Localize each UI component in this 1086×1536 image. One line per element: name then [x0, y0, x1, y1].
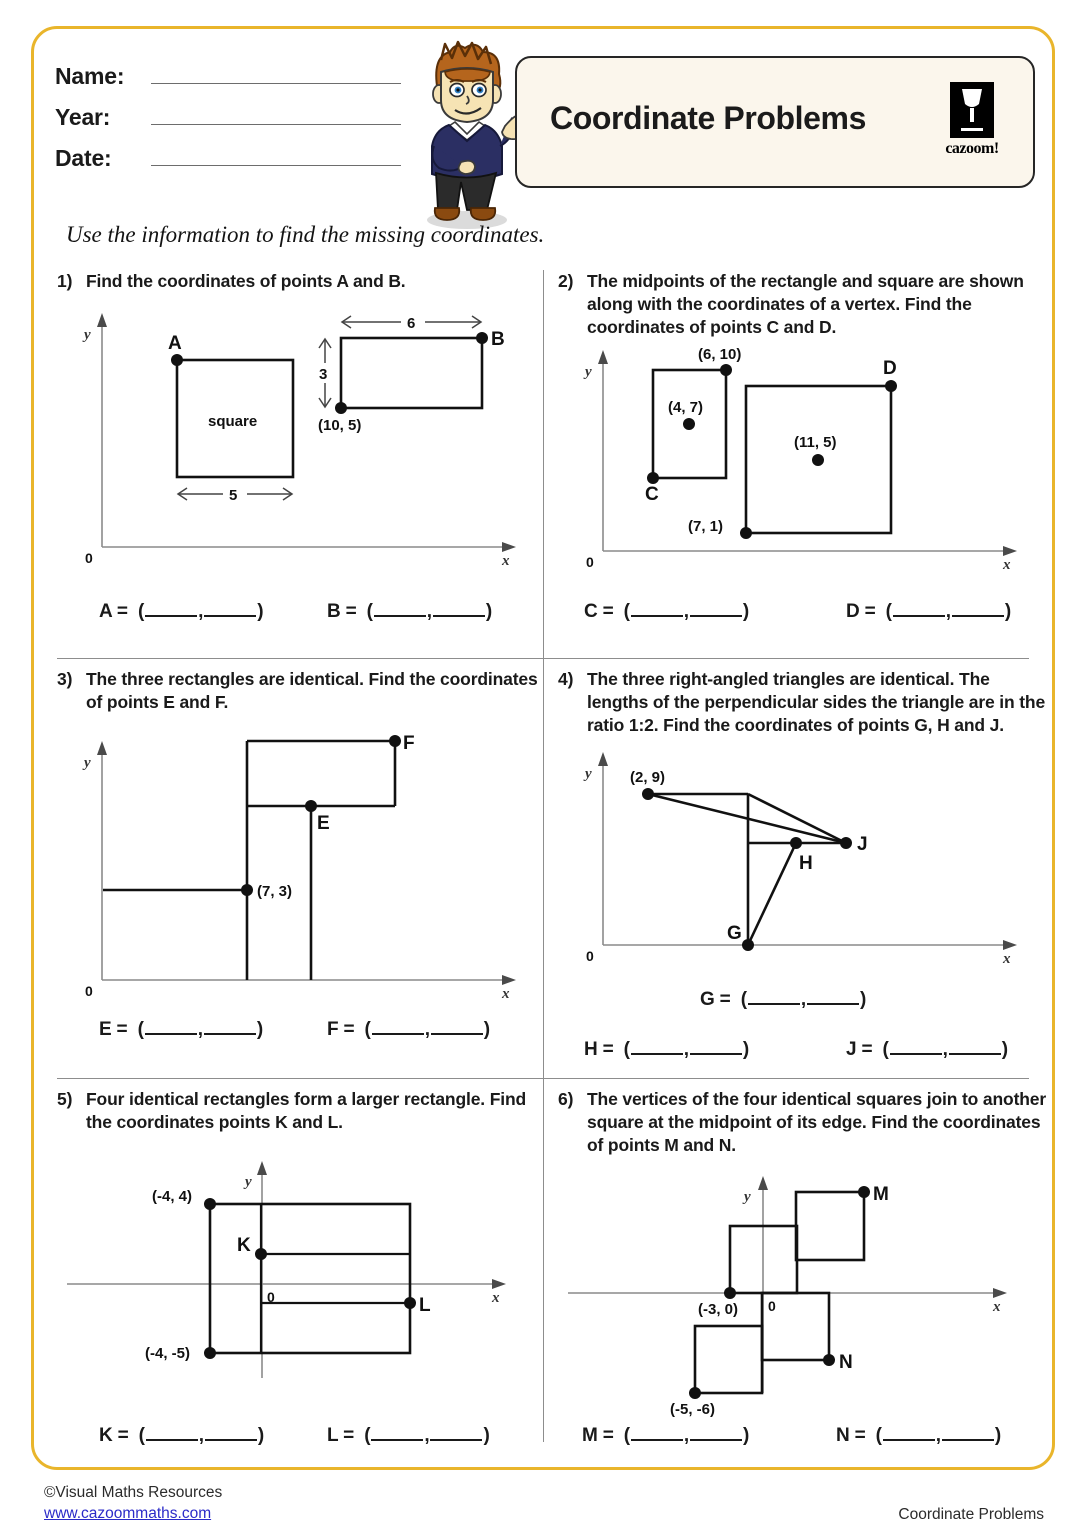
answer-f: F = ( , ) — [327, 1019, 490, 1040]
q1-point-b-dot — [476, 332, 488, 344]
question-5-heading — [57, 1088, 546, 1134]
footer-worksheet-name: Coordinate Problems — [898, 1506, 1044, 1523]
answer-m-x-blank[interactable] — [631, 1424, 683, 1441]
q1-point-a-dot — [171, 354, 183, 366]
question-1-diagram — [57, 297, 546, 570]
q3-point-f-label: F — [403, 733, 415, 755]
q4-point-j-label: J — [857, 834, 868, 856]
q1-vertex-dot — [335, 402, 347, 414]
question-1 — [57, 270, 546, 622]
answer-a-y-blank[interactable] — [204, 600, 256, 617]
q5-point-k-label: K — [237, 1235, 251, 1257]
q3-y-axis-label: y — [84, 755, 91, 772]
q4-point-j-dot — [840, 837, 852, 849]
q6-origin-label: 0 — [768, 1298, 776, 1315]
q6-y-axis-label: y — [744, 1189, 751, 1206]
q6-bottom-point-label: (-5, -6) — [670, 1401, 715, 1419]
q5-bottom-left-dot — [204, 1347, 216, 1359]
q2-square-midpoint-label: (11, 5) — [794, 434, 837, 452]
answer-b-x-blank[interactable] — [374, 600, 426, 617]
q6-left-point-dot — [724, 1287, 736, 1299]
question-6 — [558, 1088, 1047, 1446]
cazoom-logo-mark-icon — [950, 82, 994, 138]
answer-a: A = ( , ) — [99, 601, 264, 622]
answer-h-y-blank[interactable] — [690, 1038, 742, 1055]
date-label: Date: — [55, 145, 112, 171]
answer-h-label: H = — [584, 1039, 614, 1060]
question-3-text: The three rectangles are identical. Find the coordinates of points E and F. — [86, 669, 538, 713]
question-4-diagram — [558, 747, 1047, 968]
q4-point-g-label: G — [727, 923, 742, 945]
q6-point-m-dot — [858, 1186, 870, 1198]
q2-point-c-dot — [647, 472, 659, 484]
question-6-text: The vertices of the four identical squares join to another square at the midpoint of its edge. Find the coordinates of points M and N. — [587, 1089, 1047, 1156]
q4-origin-label: 0 — [586, 948, 594, 965]
q4-point-h-dot — [790, 837, 802, 849]
question-4-heading — [558, 668, 1047, 737]
q3-origin-label: 0 — [85, 983, 93, 1000]
answer-g: G = ( , ) — [700, 989, 867, 1010]
goblet-icon — [957, 87, 987, 133]
answer-h: H = ( , ) — [584, 1039, 750, 1060]
question-1-heading — [57, 270, 546, 293]
question-3-number: 3) — [57, 669, 73, 689]
q2-point-d-label: D — [883, 358, 897, 380]
date-input-line[interactable] — [151, 140, 401, 166]
q6-left-point-label: (-3, 0) — [698, 1301, 739, 1319]
question-4-text: The three right-angled triangles are identical. The lengths of the perpendicular sides the triangle are in the ratio 1:2. Find the coordinates of points G, H and J. — [587, 669, 1046, 736]
answer-j: J = ( , ) — [846, 1039, 1008, 1060]
answer-c-label: C = — [584, 601, 614, 622]
q1-point-a-label: A — [168, 333, 182, 355]
q1-square-label: square — [208, 413, 258, 431]
q4-y-axis-label: y — [585, 766, 592, 783]
q1-square-width-value: 5 — [229, 487, 238, 505]
q1-rect-height-value: 3 — [319, 366, 328, 384]
answer-a-x-blank[interactable] — [145, 600, 197, 617]
q1-x-axis-label: x — [502, 553, 510, 570]
q2-x-axis-label: x — [1003, 557, 1011, 574]
q3-known-point-label: (7, 3) — [257, 883, 293, 901]
answer-k-x-blank[interactable] — [146, 1424, 198, 1441]
question-3-heading — [57, 668, 546, 714]
answer-f-y-blank[interactable] — [431, 1018, 483, 1035]
answer-e-x-blank[interactable] — [145, 1018, 197, 1035]
page-title: Coordinate Problems — [550, 100, 867, 136]
student-info-block — [55, 58, 405, 181]
q4-x-axis-label: x — [1003, 951, 1011, 968]
instruction-text: Use the information to find the missing coordinates. — [66, 222, 545, 247]
answer-k-label: K = — [99, 1425, 129, 1446]
q3-point-e-label: E — [317, 813, 330, 835]
q5-x-axis-label: x — [492, 1290, 500, 1307]
question-2-text: The midpoints of the rectangle and square are shown along with the coordinates of a vertex. Find the coordinates of points C and D. — [587, 271, 1024, 338]
question-2-heading — [558, 270, 1047, 339]
q5-y-axis-label: y — [245, 1174, 252, 1191]
answer-b-label: B = — [327, 601, 357, 622]
answer-d-label: D = — [846, 601, 876, 622]
q1-rect-width-value: 6 — [407, 315, 416, 333]
q3-point-e-dot — [305, 800, 317, 812]
year-label: Year: — [55, 104, 111, 130]
answer-b: B = ( , ) — [327, 601, 493, 622]
q3-point-f-dot — [389, 735, 401, 747]
answer-j-label: J = — [846, 1039, 873, 1060]
answer-j-x-blank[interactable] — [890, 1038, 942, 1055]
year-field-row — [55, 99, 405, 140]
question-4 — [558, 668, 1047, 1060]
question-6-number: 6) — [558, 1089, 574, 1109]
question-1-text: Find the coordinates of points A and B. — [86, 271, 406, 291]
worksheet-header — [55, 48, 1035, 198]
answer-l-y-blank[interactable] — [430, 1424, 482, 1441]
question-3 — [57, 668, 546, 1040]
q2-square-vertex-label: (7, 1) — [688, 518, 724, 536]
question-2-number: 2) — [558, 271, 574, 291]
q6-bottom-point-dot — [689, 1387, 701, 1399]
question-6-heading — [558, 1088, 1047, 1157]
q1-origin-label: 0 — [85, 550, 93, 567]
answer-c-y-blank[interactable] — [690, 600, 742, 617]
q4-point-h-label: H — [799, 853, 813, 875]
name-input-line[interactable] — [151, 58, 401, 84]
question-2-diagram — [558, 341, 1047, 574]
answer-k: K = ( , ) — [99, 1425, 265, 1446]
answer-h-x-blank[interactable] — [631, 1038, 683, 1055]
q2-y-axis-label: y — [585, 364, 592, 381]
question-5-diagram — [57, 1148, 546, 1392]
q5-top-left-label: (-4, 4) — [152, 1188, 193, 1206]
name-field-row — [55, 58, 405, 99]
q5-point-l-dot — [404, 1297, 416, 1309]
cazoom-logo — [935, 82, 1009, 168]
answer-c: C = ( , ) — [584, 601, 750, 622]
answer-b-y-blank[interactable] — [433, 600, 485, 617]
question-5-number: 5) — [57, 1089, 73, 1109]
answer-n-x-blank[interactable] — [883, 1424, 935, 1441]
q6-x-axis-label: x — [993, 1299, 1001, 1316]
answer-d-y-blank[interactable] — [952, 600, 1004, 617]
q3-x-axis-label: x — [502, 986, 510, 1003]
question-4-number: 4) — [558, 669, 574, 689]
website-link[interactable]: www.cazoommaths.com — [44, 1505, 212, 1522]
answer-f-label: F = — [327, 1019, 355, 1040]
answer-e-y-blank[interactable] — [204, 1018, 256, 1035]
worksheet-title-box — [515, 56, 1035, 188]
answer-e-label: E = — [99, 1019, 128, 1040]
q2-point-d-dot — [885, 380, 897, 392]
question-5 — [57, 1088, 546, 1446]
q6-point-m-label: M — [873, 1184, 889, 1206]
answer-a-label: A = — [99, 601, 128, 622]
question-6-diagram — [558, 1171, 1047, 1419]
q5-point-k-dot — [255, 1248, 267, 1260]
answer-j-y-blank[interactable] — [949, 1038, 1001, 1055]
answer-g-x-blank[interactable] — [748, 988, 800, 1005]
question-2 — [558, 270, 1047, 622]
q2-rect-vertex-dot — [720, 364, 732, 376]
answer-n: N = ( , ) — [836, 1425, 1002, 1446]
answer-m: M = ( , ) — [582, 1425, 750, 1446]
q5-top-left-dot — [204, 1198, 216, 1210]
answer-l: L = ( , ) — [327, 1425, 490, 1446]
answer-m-y-blank[interactable] — [690, 1424, 742, 1441]
answer-l-x-blank[interactable] — [371, 1424, 423, 1441]
answer-m-label: M = — [582, 1425, 614, 1446]
q4-known-point-label: (2, 9) — [630, 769, 666, 787]
q5-bottom-left-label: (-4, -5) — [145, 1345, 190, 1363]
q2-square-midpoint-dot — [812, 454, 824, 466]
answer-l-label: L = — [327, 1425, 355, 1446]
copyright-text: ©Visual Maths Resources — [44, 1484, 223, 1501]
answer-k-y-blank[interactable] — [205, 1424, 257, 1441]
q5-origin-label: 0 — [267, 1289, 275, 1306]
q2-square-vertex-dot — [740, 527, 752, 539]
q4-known-point-dot — [642, 788, 654, 800]
q2-rect-midpoint-label: (4, 7) — [668, 399, 704, 417]
answer-f-x-blank[interactable] — [372, 1018, 424, 1035]
answer-g-y-blank[interactable] — [807, 988, 859, 1005]
q6-square-top-right — [796, 1192, 864, 1260]
answer-e: E = ( , ) — [99, 1019, 263, 1040]
answer-c-x-blank[interactable] — [631, 600, 683, 617]
answer-n-label: N = — [836, 1425, 866, 1446]
name-label: Name: — [55, 63, 125, 89]
q2-point-c-label: C — [645, 484, 659, 506]
question-3-diagram — [57, 732, 546, 1003]
q2-rect-midpoint-dot — [683, 418, 695, 430]
question-1-number: 1) — [57, 271, 73, 291]
date-field-row — [55, 140, 405, 181]
answer-d: D = ( , ) — [846, 601, 1012, 622]
answer-n-y-blank[interactable] — [942, 1424, 994, 1441]
footer-left — [44, 1484, 222, 1523]
q2-rect-vertex-label: (6, 10) — [698, 346, 742, 364]
question-5-text: Four identical rectangles form a larger rectangle. Find the coordinates points K and L. — [86, 1089, 527, 1133]
q1-point-b-label: B — [491, 329, 505, 351]
q6-square-bottom-left — [695, 1326, 762, 1393]
q4-point-g-dot — [742, 939, 754, 951]
answer-g-label: G = — [700, 989, 731, 1010]
answer-d-x-blank[interactable] — [893, 600, 945, 617]
cazoom-logo-text: cazoom! — [945, 140, 999, 157]
q1-vertex-label: (10, 5) — [318, 417, 362, 435]
q6-point-n-label: N — [839, 1352, 853, 1374]
question-grid — [42, 264, 1047, 1446]
q6-point-n-dot — [823, 1354, 835, 1366]
q2-origin-label: 0 — [586, 554, 594, 571]
q3-known-point-dot — [241, 884, 253, 896]
year-input-line[interactable] — [151, 99, 401, 125]
q1-y-axis-label: y — [84, 327, 91, 344]
q5-point-l-label: L — [419, 1295, 431, 1317]
